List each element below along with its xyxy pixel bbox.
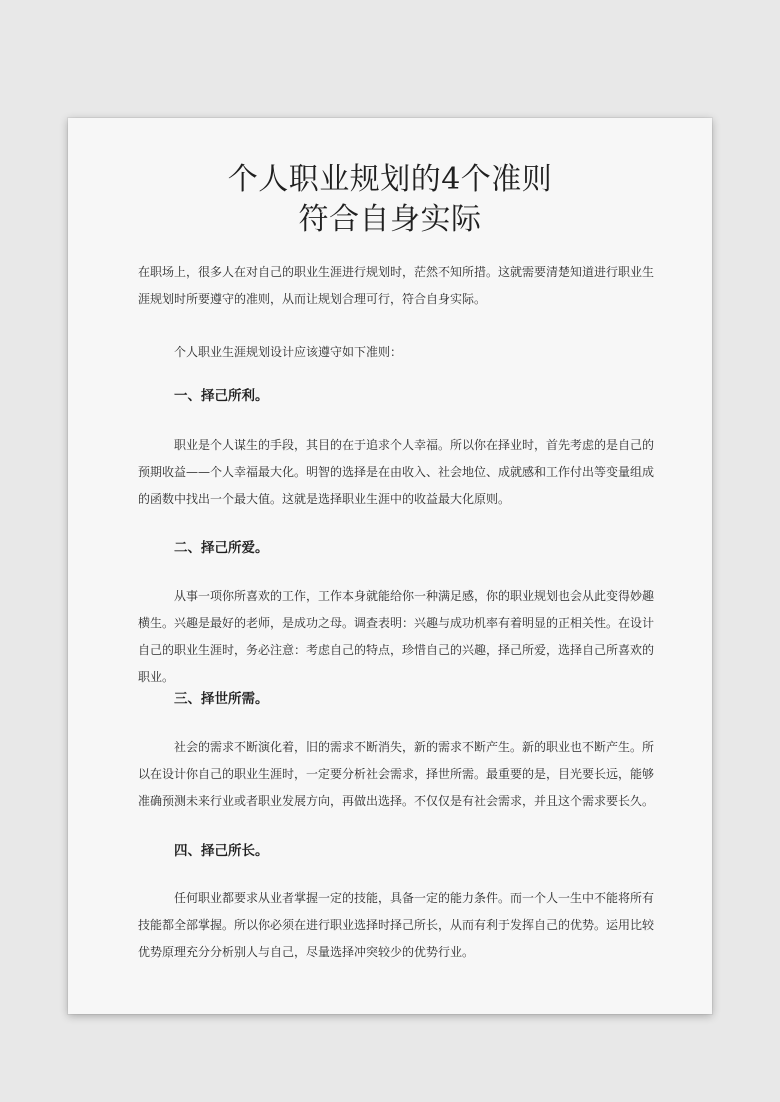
title-line-1: 个人职业规划的4个准则: [227, 162, 553, 197]
document-page: [68, 118, 712, 1014]
document-title: [68, 160, 712, 240]
lead-paragraph: 个人职业生涯规划设计应该遵守如下准则：: [174, 345, 403, 359]
title-line-2: 符合自身实际: [298, 202, 482, 237]
section-heading: 四、择己所长。: [174, 843, 269, 859]
intro-paragraph: 在职场上，很多人在对自己的职业生涯进行规划时，茫然不知所措。这就需要清楚知道进行职业生涯规划时所要遵守的准则，从而让规划合理可行，符合自身实际。: [138, 265, 655, 306]
section-heading: 三、择世所需。: [174, 691, 269, 707]
section-heading: 一、择己所利。: [174, 388, 269, 404]
section-paragraph: 职业是个人谋生的手段，其目的在于追求个人幸福。所以你在择业时，首先考虑的是自己的预期收益——个人幸福最大化。明智的选择是在由收入、社会地位、成就感和工作付出等变量组成的函数中找出一个最大值。这就是选择职业生涯中的收益最大化原则。: [138, 438, 655, 506]
section-paragraph: 从事一项你所喜欢的工作，工作本身就能给你一种满足感，你的职业规划也会从此变得妙趣横生。兴趣是最好的老师，是成功之母。调查表明：兴趣与成功机率有着明显的正相关性。在设计自己的职业生涯时，务必注意：考虑自己的特点，珍惜自己的兴趣，择己所爱，选择自己所喜欢的职业。: [138, 589, 655, 684]
section-paragraph: 任何职业都要求从业者掌握一定的技能，具备一定的能力条件。而一个人一生中不能将所有技能都全部掌握。所以你必须在进行职业选择时择己所长，从而有利于发挥自己的优势。运用比较优势原理充分分析别人与自己，尽量选择冲突较少的优势行业。: [138, 891, 655, 959]
section-paragraph: 社会的需求不断演化着，旧的需求不断消失，新的需求不断产生。新的职业也不断产生。所以在设计你自己的职业生涯时，一定要分析社会需求，择世所需。最重要的是，目光要长远，能够准确预测未来行业或者职业发展方向，再做出选择。不仅仅是有社会需求，并且这个需求要长久。: [138, 740, 655, 808]
section-heading: 二、择己所爱。: [174, 540, 269, 556]
